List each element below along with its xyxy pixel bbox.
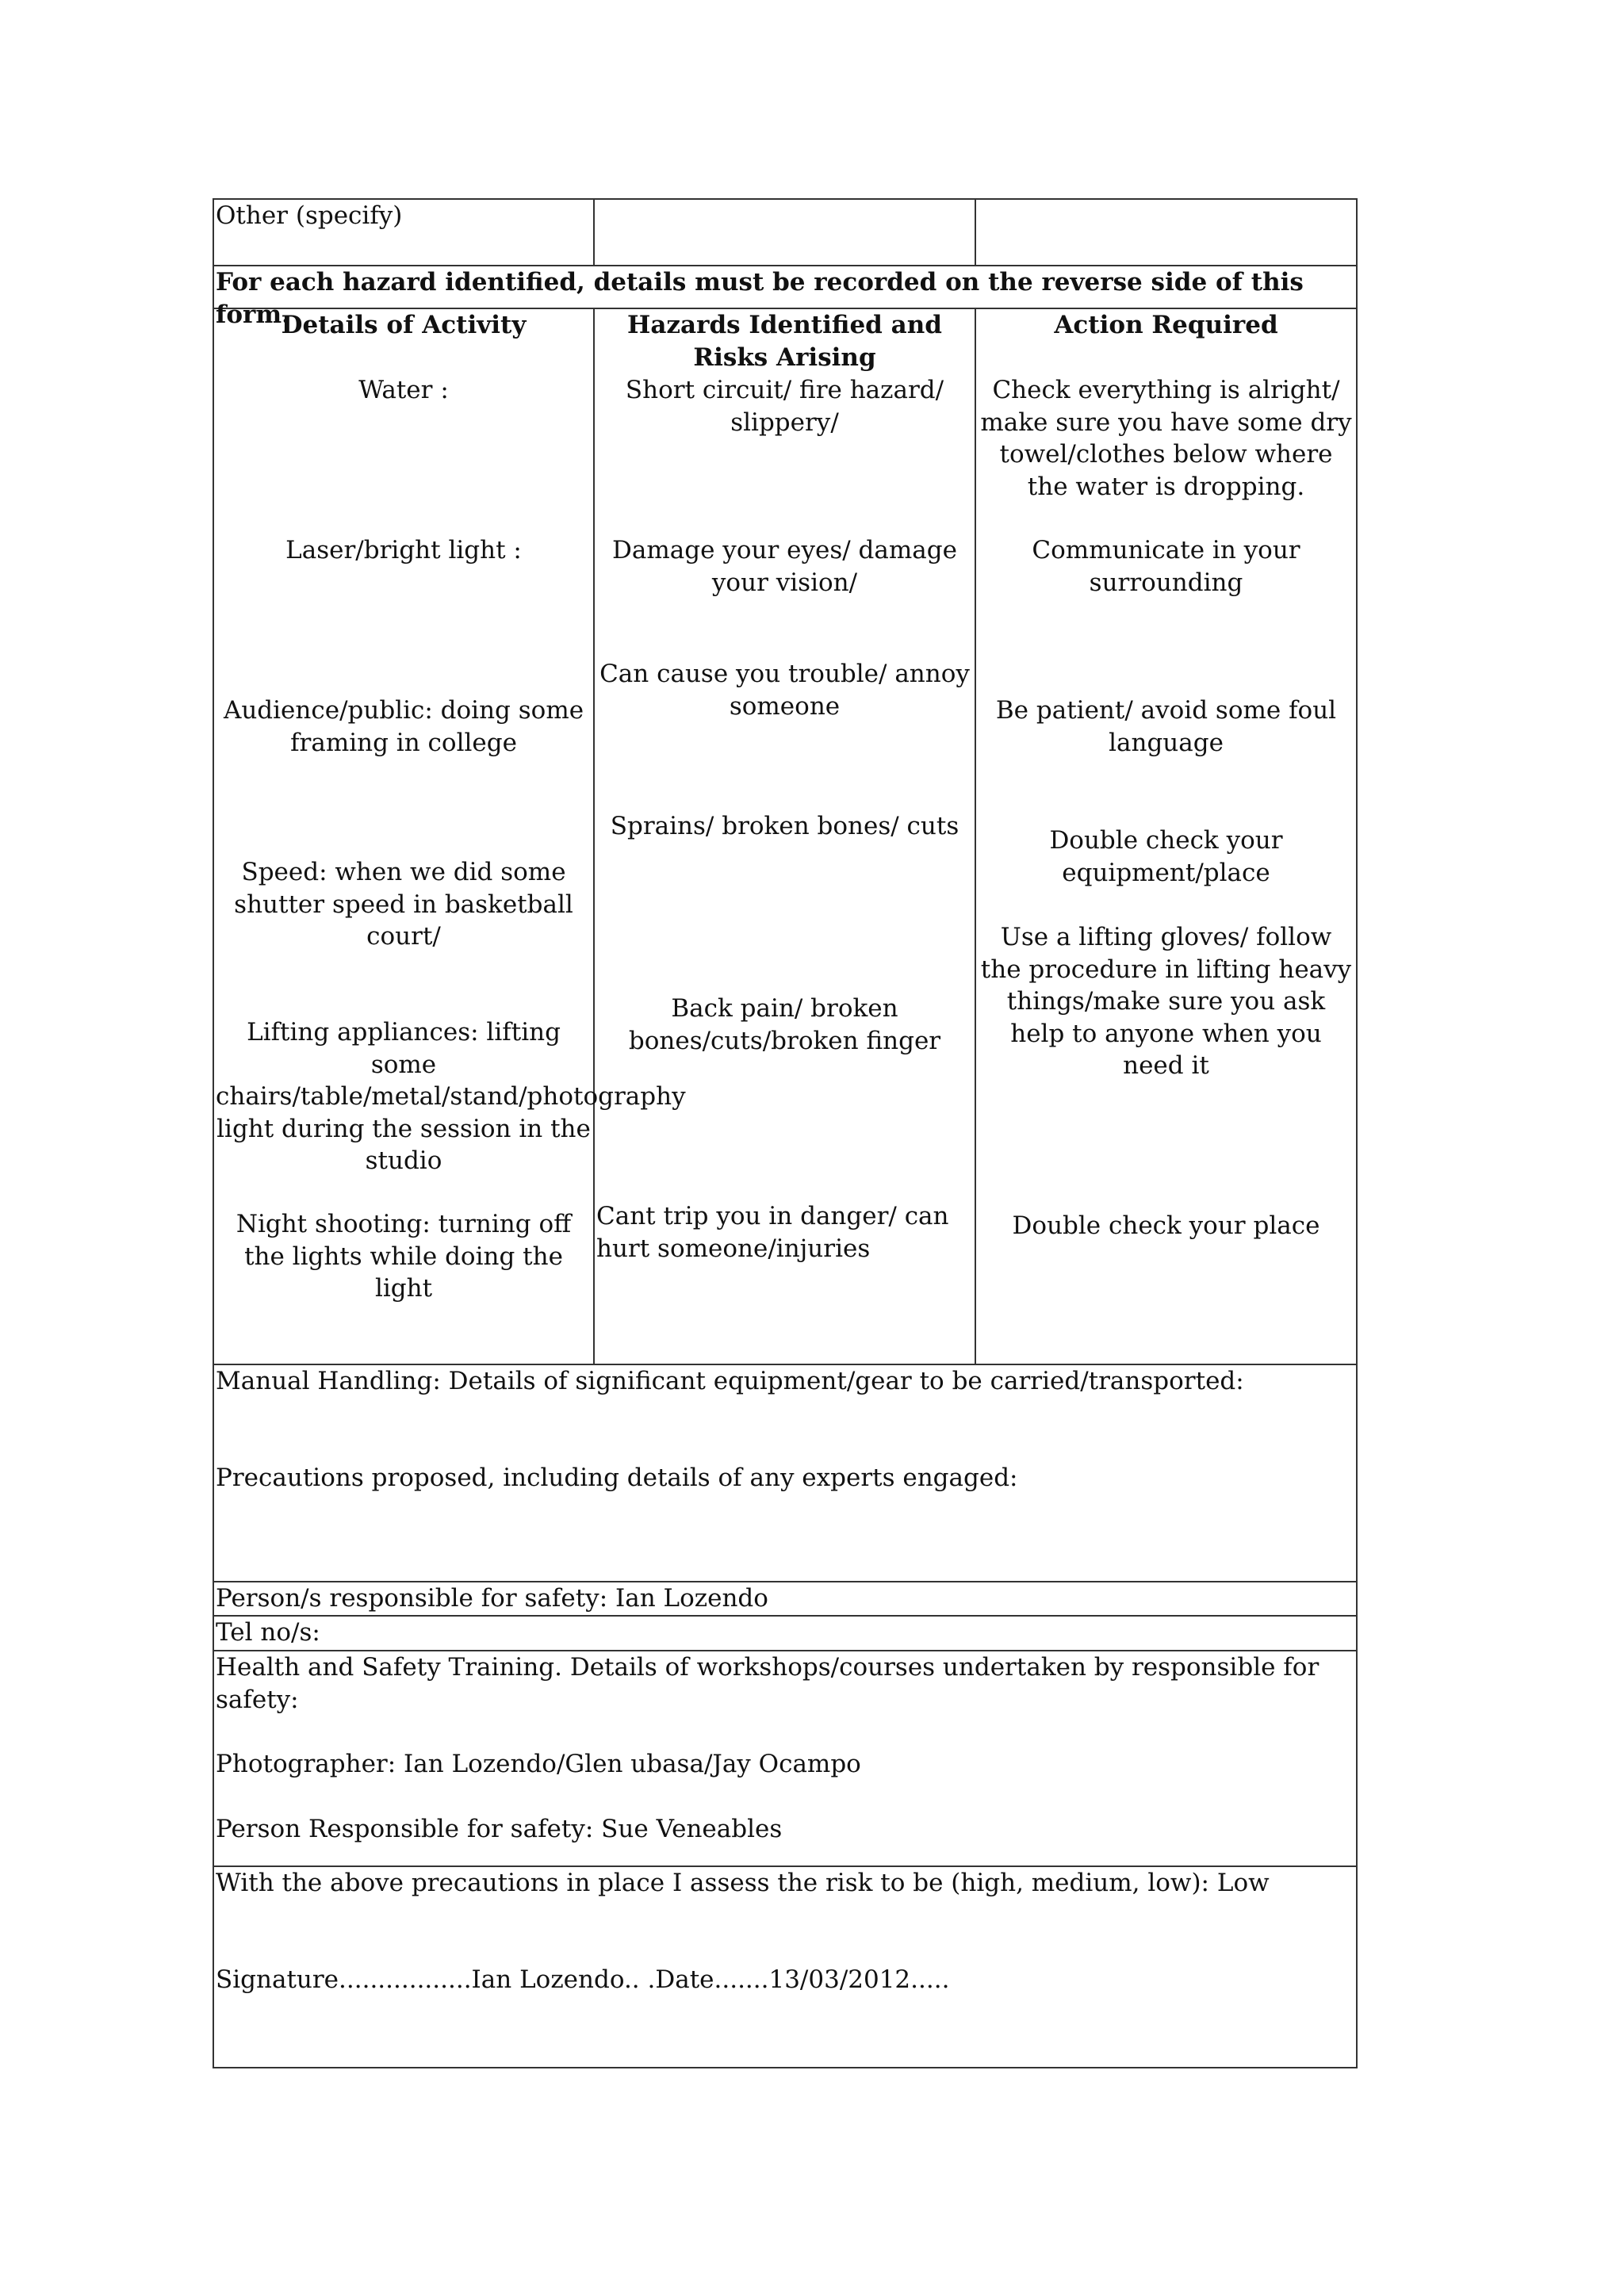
training-person-responsible: Person Responsible for safety: Sue Veneables: [216, 1814, 783, 1843]
other-field-3: [976, 200, 1356, 265]
hazard-item: Sprains/ broken bones/ cuts: [610, 812, 959, 840]
other-row: [214, 200, 1356, 266]
manual-handling-details: Manual Handling: Details of significant equipment/gear to be carried/transported:: [216, 1367, 1244, 1395]
activity-item: Speed: when we did some shutter speed in basketball court/: [234, 858, 573, 951]
hazard-notice: For each hazard identified, details must be recorded on the reverse side of this form.: [216, 268, 1304, 329]
tel-numbers: Tel no/s:: [216, 1618, 320, 1647]
action-item: Check everything is alright/ make sure you have some dry towel/clothes below where the water is dropping.: [980, 376, 1352, 501]
action-item: Communicate in your surrounding: [1032, 536, 1300, 597]
activity-header: Details of Activity: [281, 311, 527, 339]
activity-column: [214, 309, 686, 1364]
training-heading: Health and Safety Training. Details of workshops/courses undertaken by responsible for safety:: [216, 1653, 1320, 1714]
training-photographer: Photographer: Ian Lozendo/Glen ubasa/Jay Ocampo: [216, 1750, 861, 1778]
training-cell: [214, 1651, 1356, 1866]
tel-row: [214, 1617, 1356, 1651]
manual-handling-cell: [214, 1365, 1356, 1581]
hazard-table-row: [214, 309, 1356, 1365]
risk-cell: [214, 1867, 1356, 2067]
risk-row: [214, 1867, 1356, 2067]
other-field-2: [595, 200, 976, 265]
hazard-item: Back pain/ broken bones/cuts/broken finger: [628, 994, 941, 1055]
activity-item: Night shooting: turning off the lights while doing the light: [236, 1210, 572, 1303]
responsible-row: [214, 1582, 1356, 1617]
responsible-person: Person/s responsible for safety: Ian Lozendo: [216, 1584, 768, 1613]
manual-handling-row: [214, 1365, 1356, 1582]
precautions-proposed: Precautions proposed, including details of any experts engaged:: [216, 1464, 1018, 1492]
hazards-header: Hazards Identified and Risks Arising: [627, 311, 942, 372]
training-row: [214, 1651, 1356, 1867]
action-column: [976, 309, 1356, 1364]
risk-assessment: With the above precautions in place I assess the risk to be (high, medium, low): Low: [216, 1869, 1270, 1897]
hazard-item: Short circuit/ fire hazard/ slippery/: [625, 376, 944, 437]
hazards-column: [595, 309, 976, 1364]
activity-item: Audience/public: doing some framing in college: [223, 696, 584, 757]
other-label: Other (specify): [214, 200, 595, 265]
hazard-item: Damage your eyes/ damage your vision/: [612, 536, 957, 597]
hazard-item: Cant trip you in danger/ can hurt someone/injuries: [596, 1202, 949, 1263]
action-item: Double check your place: [1012, 1211, 1320, 1240]
action-item: Double check your equipment/place: [1049, 826, 1283, 887]
activity-item: Water :: [358, 376, 449, 404]
activity-item: Lifting appliances: lifting some chairs/table/metal/stand/photography light during the session in the studio: [216, 1018, 686, 1175]
action-header: Action Required: [1054, 311, 1278, 339]
risk-assessment-form: [213, 198, 1358, 2068]
action-item: Be patient/ avoid some foul language: [995, 696, 1337, 757]
activity-item: Laser/bright light :: [285, 536, 522, 564]
signature-line: Signature.................Ian Lozendo.. .Date.......13/03/2012.....: [216, 1965, 950, 1994]
action-item: Use a lifting gloves/ follow the procedure in lifting heavy things/make sure you ask help to anyone when you need it: [980, 923, 1352, 1080]
hazard-item: Can cause you trouble/ annoy someone: [599, 660, 970, 721]
